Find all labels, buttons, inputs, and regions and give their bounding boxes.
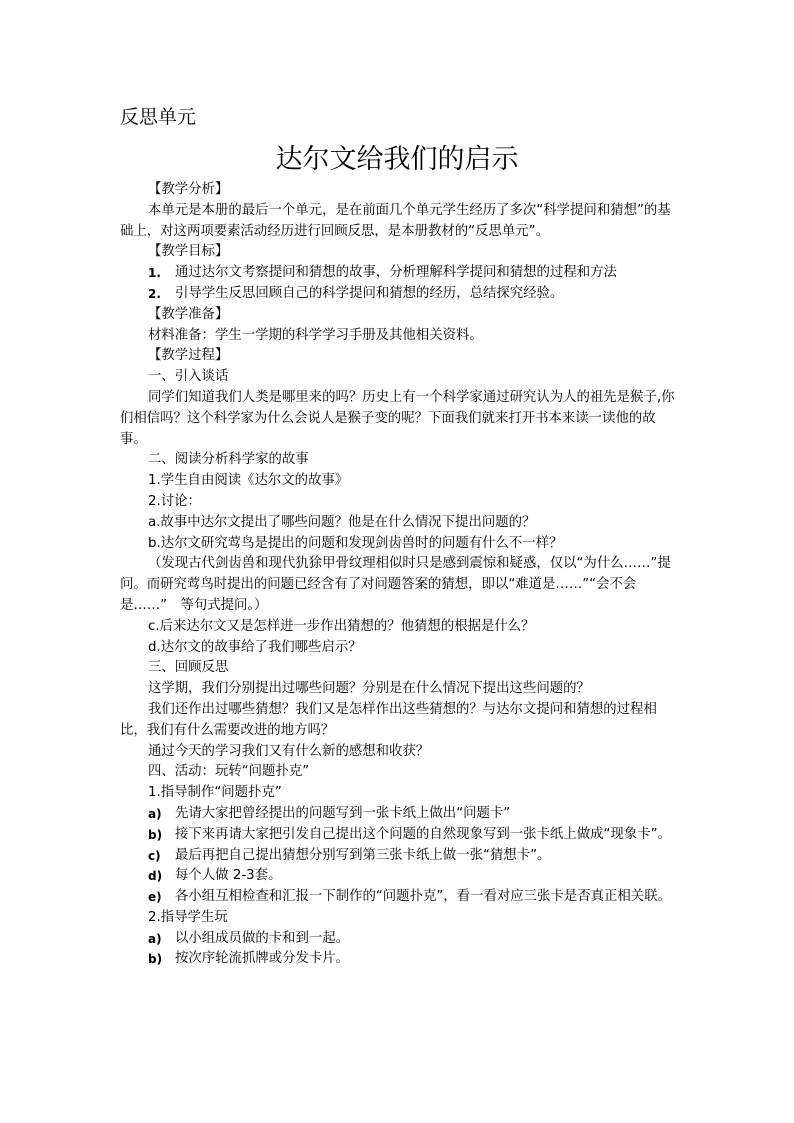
reflection-question-3: 通过今天的学习我们又有什么新的感想和收获？	[148, 743, 430, 759]
goal-text: 引导学生反思回顾自己的科学提问和猜想的经历，总结探究经验。	[175, 285, 564, 301]
section-2-title: 二、阅读分析科学家的故事	[148, 452, 309, 468]
reflection-question-2: 我们还作出过哪些猜想？我们又是怎样作出这些猜想的？与达尔文提问和猜想的过程相比，我们有什么需要改进的地方吗？	[120, 701, 657, 738]
play-text: 以小组成员做的卡和到一起。	[175, 930, 350, 946]
discussion-question-c: c.后来达尔文又是怎样进一步作出猜想的？他猜想的根据是什么？	[148, 618, 535, 634]
prep-text: 材料准备：学生一学期的科学学习手册及其他相关资料。	[148, 327, 483, 343]
section-4-make: 1.指导制作“问题扑克”	[148, 785, 282, 801]
goal-text: 通过达尔文考察提问和猜想的故事，分析理解科学提问和猜想的过程和方法	[175, 265, 617, 281]
goal-item	[120, 263, 676, 284]
discussion-question-d: d.达尔文的故事给了我们哪些启示？	[148, 639, 362, 655]
play-item	[120, 929, 676, 950]
make-text: 每个人做 2-3套。	[175, 868, 282, 884]
make-marker: e)	[148, 890, 162, 905]
make-text: 先请大家把曾经提出的问题写到一张卡纸上做出“问题卡”	[175, 805, 511, 821]
unit-label: 反思单元	[120, 106, 197, 128]
make-text: 各小组互相检查和汇报一下制作的“问题扑克”，看一看对应三张卡是否真正相关联。	[175, 889, 671, 905]
section-3-title: 三、回顾反思	[148, 660, 229, 676]
process-heading: 【教学过程】	[148, 348, 229, 364]
make-marker: a)	[148, 806, 162, 821]
section-1-text: 同学们知道我们人类是哪里来的吗？历史上有一个科学家通过研究认为人的祖先是猴子,你们相信吗？这个科学家为什么会说人是猴子变的呢？下面我们就来打开书本来读一读他的故事。	[120, 389, 675, 447]
play-marker: b)	[148, 952, 163, 967]
make-marker: d)	[148, 869, 163, 884]
make-item	[120, 846, 676, 867]
make-text: 接下来再请大家把引发自己提出这个问题的自然现象写到一张卡纸上做成“现象卡”。	[175, 826, 671, 842]
goal-marker: 2.	[148, 286, 161, 301]
document-body	[120, 180, 676, 970]
play-item	[120, 949, 676, 970]
make-text: 最后再把自己提出猜想分别写到第三张卡纸上做一张“猜想卡”。	[175, 847, 551, 863]
make-item	[120, 804, 676, 825]
make-item	[120, 825, 676, 846]
page-title: 达尔文给我们的启示	[275, 144, 519, 175]
prep-heading: 【教学准备】	[148, 306, 229, 322]
play-text: 按次序轮流抓牌或分发卡片。	[175, 951, 350, 967]
goals-heading: 【教学目标】	[148, 244, 229, 260]
section-2-discuss: 2.讨论：	[148, 493, 201, 509]
make-item	[120, 887, 676, 908]
section-4-title: 四、活动：玩转“问题扑克”	[148, 764, 310, 780]
reflection-question-1: 这学期，我们分别提出过哪些问题？分别是在什么情况下提出这些问题的？	[148, 681, 590, 697]
analysis-heading: 【教学分析】	[148, 182, 229, 197]
play-marker: a)	[148, 931, 162, 946]
section-1-title: 一、引入谈话	[148, 369, 229, 385]
section-2-read: 1.学生自由阅读《达尔文的故事》	[148, 473, 349, 489]
analysis-text: 本单元是本册的最后一个单元，是在前面几个单元学生经历了多次“科学提问和猜想”的基础上，对这两项要素活动经历进行回顾反思，是本册教材的“反思单元”。	[120, 202, 671, 239]
make-item	[120, 866, 676, 887]
goal-item	[120, 284, 676, 305]
section-4-play: 2.指导学生玩	[148, 909, 228, 925]
discussion-question-a: a.故事中达尔文提出了哪些问题？他是在什么情况下提出问题的？	[148, 514, 536, 530]
discussion-note: （发现古代剑齿兽和现代犰狳甲骨纹理相似时只是感到震惊和疑惑，仅以“为什么……”提问。而研究莺鸟时提出的问题已经含有了对问题答案的猜想，即以“难道是……”“会不会是……” 等句式提问。）	[120, 556, 671, 613]
make-marker: c)	[148, 848, 161, 863]
make-marker: b)	[148, 827, 163, 842]
discussion-question-b: b.达尔文研究莺鸟是提出的问题和发现剑齿兽时的问题有什么不一样？	[148, 535, 563, 551]
goal-marker: 1.	[148, 266, 161, 281]
